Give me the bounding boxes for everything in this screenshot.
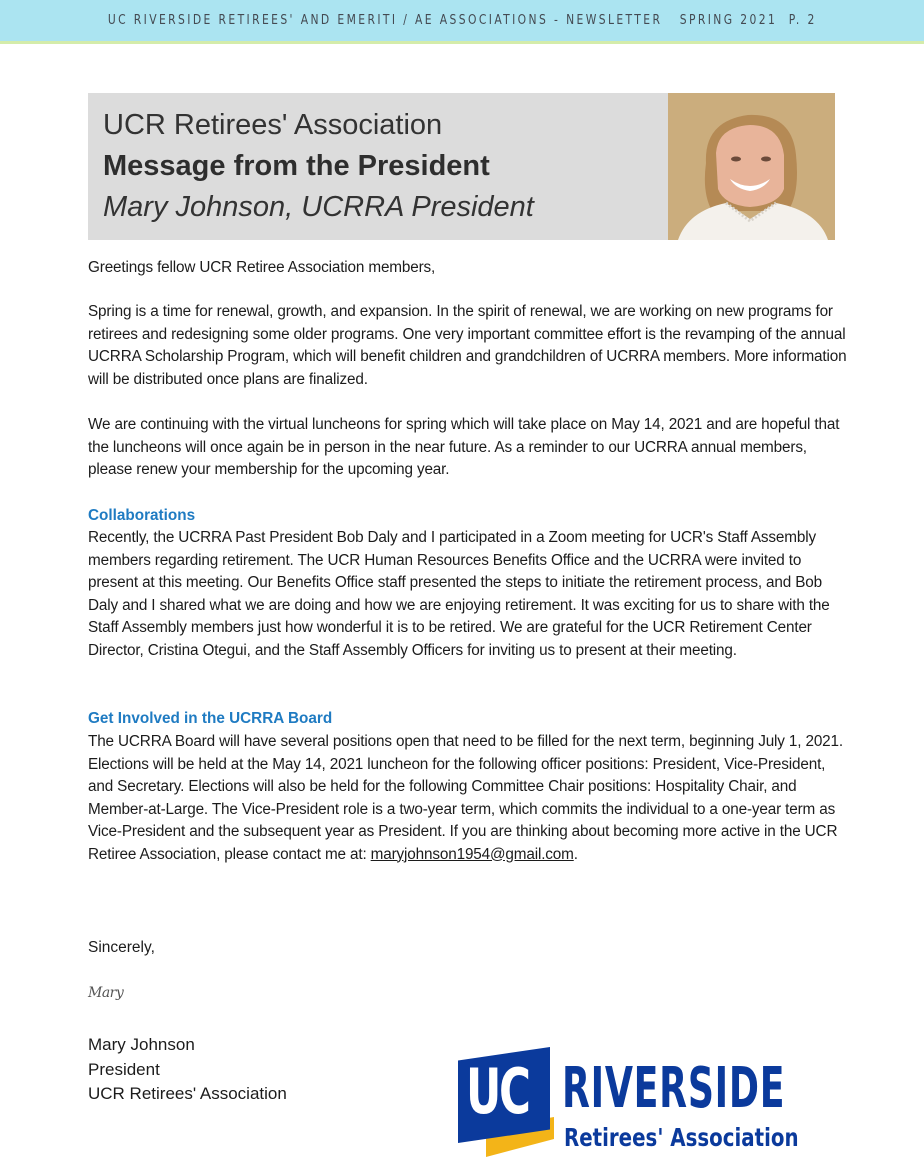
president-portrait-photo [668,93,835,240]
logo-uc-text: UC [466,1055,529,1128]
get-involved-body: The UCRRA Board will have several positions open that need to be filled for the next term, beginning July 1, 2021. Elections will be held at the May 14, 2021 luncheon for the following officer positions: President, Vice-President, and Secretary. Elections will also be held for the following Committee Chair positions: Hospitality Chair, and Member-at-Large. The Vice-President role is a two-year term, which commits the individual to a one-year term as Vice-President and the subsequent year as President. If you are thinking about becoming more active in the UCR Retiree Association, please contact me at: [88,733,843,863]
ucr-retirees-association-logo [458,1045,828,1160]
contact-email-link[interactable]: maryjohnson1954@gmail.com [370,845,574,863]
section-text-get-involved [88,731,848,866]
logo-riverside-text: RIVERSIDE [562,1056,786,1121]
signer-organization: UCR Retirees' Association [88,1084,287,1103]
author-byline: Mary Johnson, UCRRA President [103,191,534,223]
signature-block [88,1033,287,1107]
association-title: UCR Retirees' Association [103,109,443,141]
newsletter-header-banner [0,0,924,44]
letter-greeting: Greetings fellow UCR Retiree Association members, [88,259,436,276]
newsletter-header-text: UC RIVERSIDE RETIREES' AND EMERITI / AE ASSOCIATIONS - NEWSLETTER SPRING 2021 P. 2 [107,13,817,28]
letter-paragraph-2: We are continuing with the virtual luncheons for spring which will take place on May 14, 2021 and are hopeful that the luncheons will once again be in person in the near future. As a reminder to our UCRRA annual members, please renew your membership for the upcoming year. [88,416,840,478]
section-text-collaborations: Recently, the UCRRA Past President Bob Daly and I participated in a Zoom meeting for UCR's Staff Assembly members regarding retirement. The UCR Human Resources Benefits Office and the UCRRA were invited to present at this meeting. Our Benefits Office staff presented the steps to initiate the retirement process, and Bob Daly and I shared what we are doing and how we are enjoying retirement. It was exciting for us to share with the Staff Assembly members just how wonderful it is to be retired. We are grateful for the UCR Retirement Center Director, Cristina Otegui, and the Staff Assembly Officers for inviting us to present at their meeting. [88,529,830,659]
letter-closing: Sincerely, [88,939,155,956]
signer-title: President [88,1059,160,1079]
section-heading-get-involved: Get Involved in the UCRRA Board [88,710,333,727]
logo-subtitle: Retirees' Association [564,1123,799,1152]
handwritten-signature: Mary [88,985,124,1001]
article-title: Message from the President [103,150,490,182]
portrait-illustration [668,93,835,240]
email-trailing-period: . [573,845,578,863]
signer-name: Mary Johnson [88,1035,195,1054]
article-title-box [88,93,668,240]
section-heading-collaborations: Collaborations [88,507,196,524]
letter-paragraph-1: Spring is a time for renewal, growth, and expansion. In the spirit of renewal, we are working on new programs for retirees and redesigning some older programs. One very important committee effort is the revamping of the annual UCRRA Scholarship Program, which will benefit children and grandchildren of UCRRA members. More information will be distributed once plans are finalized. [88,303,847,388]
